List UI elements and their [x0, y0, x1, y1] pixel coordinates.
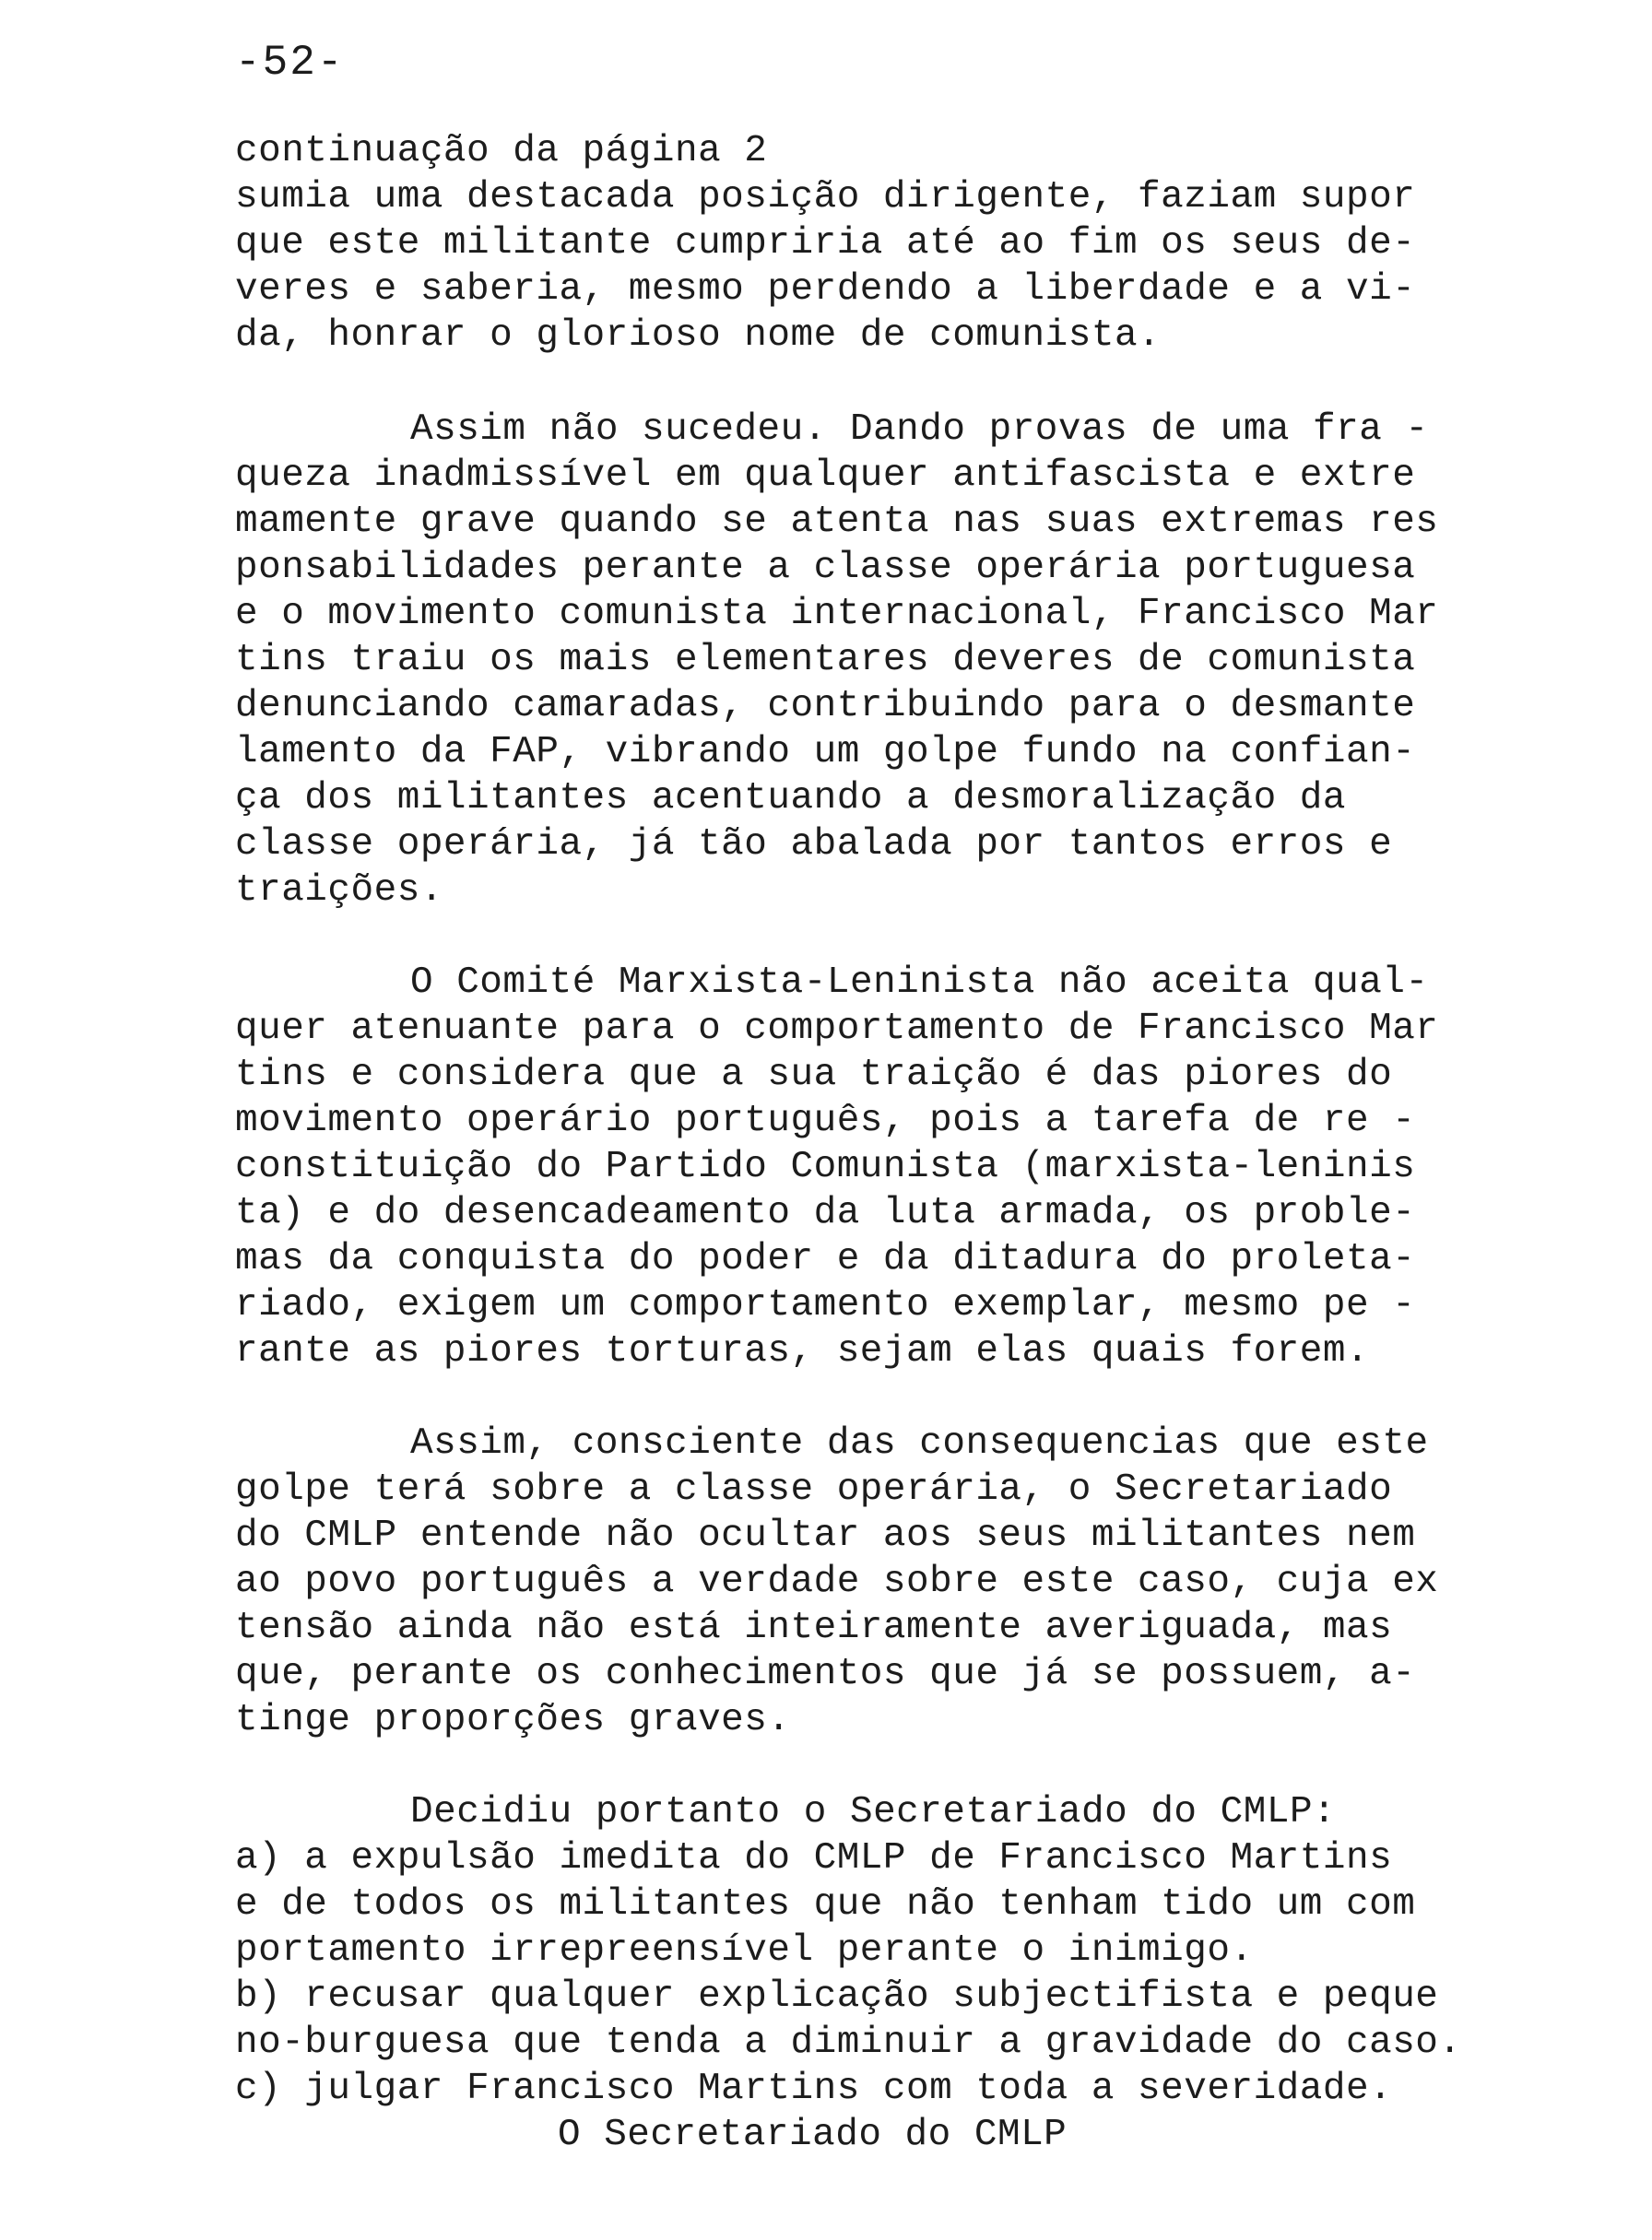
text-line: e o movimento comunista internacional, Francisco Mar: [235, 593, 1439, 635]
continuation-line: continuação da página 2: [235, 130, 768, 172]
text-line: traições.: [235, 869, 443, 912]
list-item-b: b) recusar qualquer explicação subjectifista e peque: [235, 1975, 1439, 2018]
text-line: constituição do Partido Comunista (marxista-leninis: [235, 1146, 1416, 1188]
text-line: que, perante os conhecimentos que já se possuem, a-: [235, 1653, 1416, 1695]
text-line: O Comité Marxista-Leninista não aceita qual-: [410, 961, 1429, 1004]
text-line: da, honrar o glorioso nome de comunista.: [235, 314, 1162, 357]
text-line: golpe terá sobre a classe operária, o Secretariado: [235, 1468, 1393, 1511]
text-line: movimento operário português, pois a tarefa de re -: [235, 1100, 1416, 1142]
text-line: Decidiu portanto o Secretariado do CMLP:: [410, 1791, 1337, 1833]
text-line: no-burguesa que tenda a diminuir a gravidade do caso.: [235, 2022, 1462, 2064]
list-item-c: c) julgar Francisco Martins com toda a severidade.: [235, 2068, 1393, 2110]
list-item-a: a) a expulsão imedita do CMLP de Francisco Martins: [235, 1837, 1393, 1880]
text-line: ponsabilidades perante a classe operária portuguesa: [235, 547, 1416, 589]
text-line: Assim, consciente das consequencias que este: [410, 1422, 1429, 1465]
text-line: lamento da FAP, vibrando um golpe fundo na confian-: [235, 731, 1416, 773]
text-line: tins e considera que a sua traição é das piores do: [235, 1054, 1393, 1096]
text-line: e de todos os militantes que não tenham tido um com: [235, 1883, 1416, 1926]
text-line: Assim não sucedeu. Dando provas de uma fra -: [410, 408, 1429, 451]
text-line: sumia uma destacada posição dirigente, faziam supor: [235, 176, 1416, 218]
text-line: riado, exigem um comportamento exemplar, mesmo pe -: [235, 1284, 1416, 1326]
text-line: ça dos militantes acentuando a desmoralização da: [235, 777, 1346, 819]
text-line: queza inadmissível em qualquer antifascista e extre: [235, 454, 1416, 497]
page-number: -52-: [235, 39, 345, 87]
text-line: que este militante cumpriria até ao fim os seus de-: [235, 222, 1416, 265]
text-line: quer atenuante para o comportamento de Francisco Mar: [235, 1008, 1439, 1050]
text-line: denunciando camaradas, contribuindo para o desmante: [235, 685, 1416, 727]
text-line: tins traiu os mais elementares deveres de comunista: [235, 639, 1416, 681]
text-line: ta) e do desencadeamento da luta armada, os proble-: [235, 1192, 1416, 1234]
text-line: veres e saberia, mesmo perdendo a liberdade e a vi-: [235, 268, 1416, 311]
text-line: do CMLP entende não ocultar aos seus militantes nem: [235, 1515, 1416, 1557]
text-line: ao povo português a verdade sobre este caso, cuja ex: [235, 1561, 1439, 1603]
text-line: classe operária, já tão abalada por tantos erros e: [235, 823, 1393, 866]
text-line: tensão ainda não está inteiramente averiguada, mas: [235, 1607, 1393, 1649]
text-line: mamente grave quando se atenta nas suas extremas res: [235, 501, 1439, 543]
text-line: rante as piores torturas, sejam elas quais forem.: [235, 1330, 1370, 1373]
text-line: portamento irrepreensível perante o inimigo.: [235, 1929, 1254, 1972]
text-line: mas da conquista do poder e da ditadura do proleta-: [235, 1238, 1416, 1280]
signature-line: O Secretariado do CMLP: [558, 2114, 1068, 2156]
text-line: tinge proporções graves.: [235, 1699, 791, 1741]
